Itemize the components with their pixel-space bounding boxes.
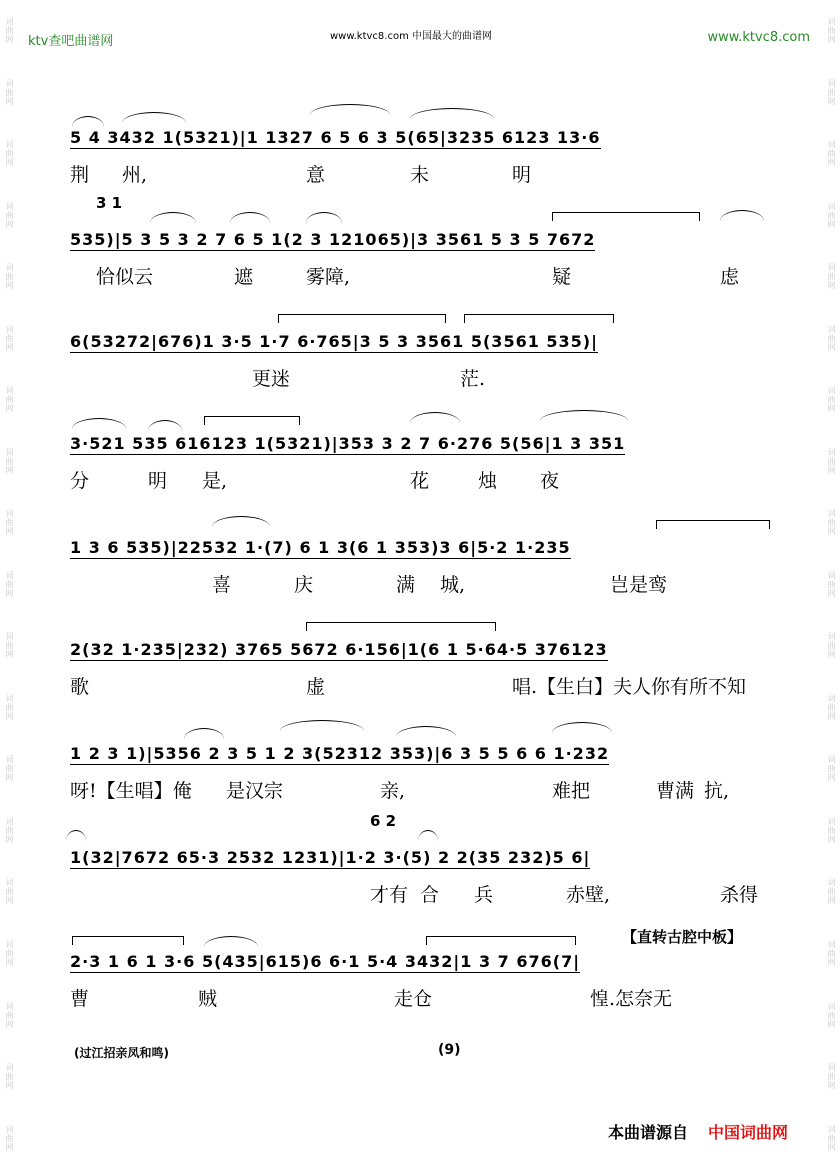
source-note xyxy=(608,1120,788,1143)
lyric: 未 xyxy=(410,164,430,186)
lyric: 难把 xyxy=(552,780,591,802)
notation-text: 5 4 3432 1(5321)|1 1327 6 5 6 3 5(65|3235 6123 13·6 xyxy=(70,128,601,147)
score-row-7 xyxy=(0,726,840,826)
lyric: 走仓 xyxy=(394,988,433,1010)
notation-text: 1 2 3 1)|5356 2 3 5 1 2 3(52312 353)|6 3 5 5 6 6 1·232 xyxy=(70,744,610,763)
lyric: 荆 xyxy=(70,164,90,186)
side-watermark-left: 词曲网 词曲网 词曲网 词曲网 词曲网 词曲网 词曲网 词曲网 词曲网 词曲网 词曲网 词曲网 词曲网 词曲网 词曲网 词曲网 词曲网 词曲网 词曲网 xyxy=(5,17,14,1152)
notation-text: 2(32 1·235|232) 3765 5672 6·156|1(6 1 5·64·5 376123 xyxy=(70,640,608,659)
lyric: 曹 xyxy=(70,988,90,1010)
score-row-8 xyxy=(0,812,840,930)
lyric: 烛 xyxy=(478,470,498,492)
lyric: 喜 xyxy=(212,574,232,596)
lyric: 兵 xyxy=(474,884,494,906)
score-row-1 xyxy=(0,110,840,210)
notation-line xyxy=(0,520,840,580)
lyric: 唱.【生白】夫人你有所不知 xyxy=(512,676,747,698)
header-center-caption: www.ktvc8.com 中国最大的曲谱网 xyxy=(330,31,493,42)
side-watermark-right: 词曲网 词曲网 词曲网 词曲网 词曲网 词曲网 词曲网 词曲网 词曲网 词曲网 词曲网 词曲网 词曲网 词曲网 词曲网 词曲网 词曲网 词曲网 词曲网 xyxy=(827,17,836,1152)
notation-text: 535)|5 3 5 3 2 7 6 5 1(2 3 121065)|3 3561 5 3 5 7672 xyxy=(70,230,596,249)
lyric: 州, xyxy=(122,164,148,186)
source-label: 本曲谱源自 xyxy=(608,1123,689,1142)
lyric: 赤壁, xyxy=(566,884,611,906)
notation-text: 1 3 6 535)|22532 1·(7) 6 1 3(6 1 353)3 6|5·2 1·235 xyxy=(70,538,571,557)
footer-title: (过江招亲凤和鸣) xyxy=(74,1046,169,1060)
lyric: 庆 xyxy=(294,574,314,596)
upper-mark: 6 2 xyxy=(370,812,397,830)
page-number: (9) xyxy=(438,1042,461,1058)
lyric: 是汉宗 xyxy=(226,780,284,802)
lyric: 疑 xyxy=(552,266,572,288)
lyric: 意 xyxy=(306,164,326,186)
score-row-9 xyxy=(0,928,840,1034)
header-left-site[interactable]: ktv查吧曲谱网 xyxy=(28,34,114,49)
upper-mark: 3 1 xyxy=(96,194,123,212)
notation-text: 6(53272|676)1 3·5 1·7 6·765|3 5 3 3561 5(3561 535)| xyxy=(70,332,598,351)
section-tag: 【直转古腔中板】 xyxy=(622,928,743,946)
lyric: 杀得 xyxy=(720,884,759,906)
lyric: 合 xyxy=(420,884,440,906)
score-row-5 xyxy=(0,520,840,620)
score-row-4 xyxy=(0,416,840,516)
lyric: 茫. xyxy=(460,368,486,390)
score-row-2 xyxy=(0,194,840,312)
lyric: 亲, xyxy=(380,780,406,802)
lyric: 分 xyxy=(70,470,90,492)
lyric: 曹满 xyxy=(656,780,695,802)
lyric: 是, xyxy=(202,470,228,492)
lyric: 遮 xyxy=(234,266,254,288)
lyric: 花 xyxy=(410,470,430,492)
source-site-link[interactable]: 中国词曲网 xyxy=(708,1123,789,1142)
notation-text: 3·521 535 616123 1(5321)|353 3 2 7 6·276 5(56|1 3 351 xyxy=(70,434,626,453)
score-row-6 xyxy=(0,622,840,722)
lyric: 贼 xyxy=(198,988,218,1010)
lyric: 满 xyxy=(396,574,416,596)
lyric: 明 xyxy=(512,164,532,186)
lyric: 城, xyxy=(440,574,466,596)
notation-text: 2·3 1 6 1 3·6 5(435|615)6 6·1 5·4 3432|1 3 7 676(7| xyxy=(70,952,581,971)
lyric: 雾障, xyxy=(306,266,351,288)
lyric: 岂是鸾 xyxy=(610,574,668,596)
lyric: 夜 xyxy=(540,470,560,492)
lyric: 虚 xyxy=(306,676,326,698)
notation-text: 1(32|7672 65·3 2532 1231)|1·2 3·(5) 2 2(35 232)5 6| xyxy=(70,848,591,867)
lyric: 歌 xyxy=(70,676,90,698)
lyric: 明 xyxy=(148,470,168,492)
lyric: 虑 xyxy=(720,266,740,288)
header-right-url[interactable]: www.ktvc8.com xyxy=(707,30,810,45)
lyric: 惶.怎奈无 xyxy=(590,988,673,1010)
lyric: 抗, xyxy=(704,780,730,802)
score-row-3 xyxy=(0,314,840,414)
lyric: 更迷 xyxy=(252,368,291,390)
notation-line xyxy=(0,314,840,374)
lyric: 才有 xyxy=(370,884,409,906)
lyric: 呀!【生唱】俺 xyxy=(70,780,192,802)
lyric: 恰似云 xyxy=(96,266,154,288)
